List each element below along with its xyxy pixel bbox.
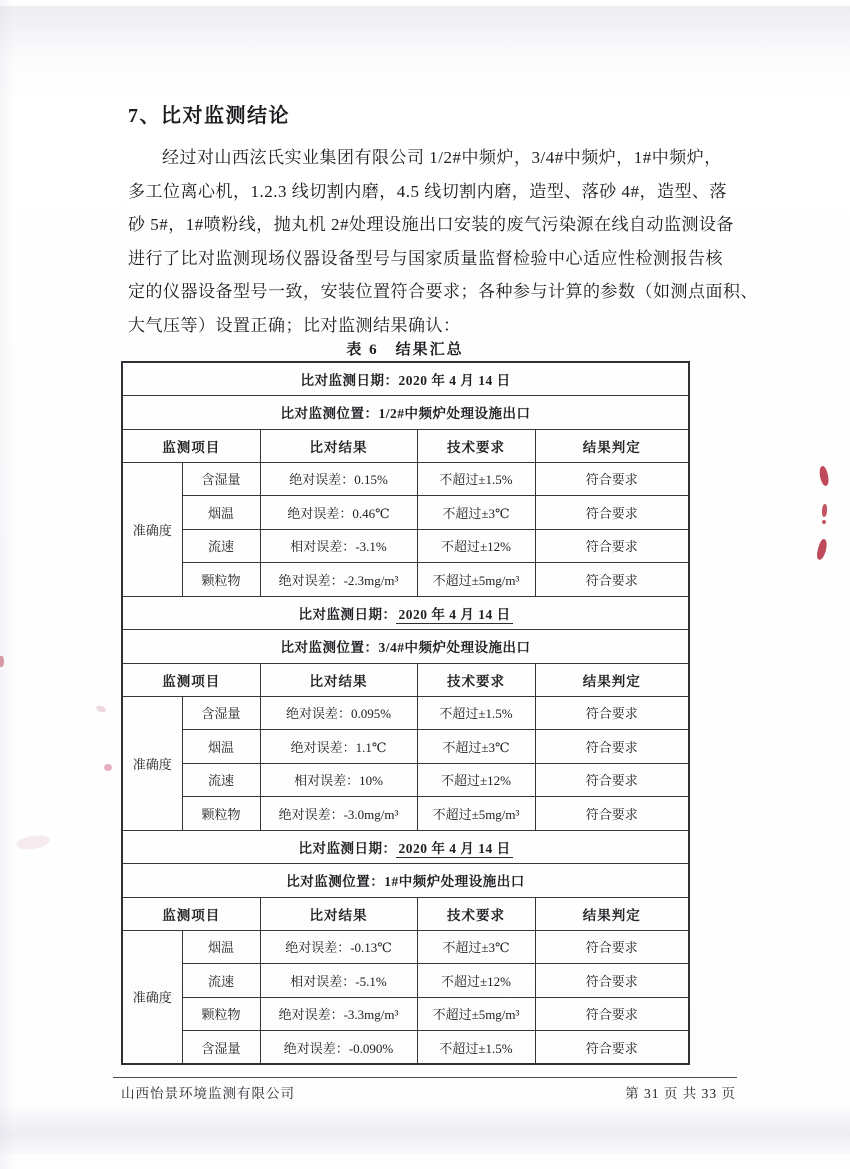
paragraph-line: 进行了比对监测现场仪器设备型号与国家质量监督检验中心适应性检测报告核 <box>128 248 723 268</box>
item-cell: 流速 <box>182 529 260 563</box>
judgement-cell: 符合要求 <box>535 997 689 1031</box>
column-header-result: 比对结果 <box>260 663 417 696</box>
item-cell: 含湿量 <box>182 1031 260 1065</box>
column-header-requirement: 技术要求 <box>417 663 535 696</box>
judgement-cell: 符合要求 <box>535 763 689 797</box>
footer-divider <box>113 1077 737 1078</box>
judgement-cell: 符合要求 <box>535 930 689 964</box>
position-row <box>122 863 689 897</box>
data-row <box>122 930 689 964</box>
column-header-requirement: 技术要求 <box>417 897 535 930</box>
column-header-requirement: 技术要求 <box>417 429 535 462</box>
requirement-cell: 不超过±5mg/m³ <box>417 997 535 1031</box>
red-ink-mark <box>0 656 4 667</box>
judgement-cell: 符合要求 <box>535 1031 689 1065</box>
position-row <box>122 629 689 663</box>
date-value: 2020 年 4 月 14 日 <box>398 372 511 388</box>
judgement-cell: 符合要求 <box>535 730 689 764</box>
data-row <box>122 563 689 597</box>
judgement-cell: 符合要求 <box>535 696 689 730</box>
results-table <box>121 361 690 1065</box>
result-cell: 绝对误差：0.15% <box>260 462 417 496</box>
footer-page-number: 第 31 页 共 33 页 <box>625 1086 736 1101</box>
date-cell: 比对监测日期： 2020 年 4 月 14 日 <box>122 596 689 629</box>
column-header-judgement: 结果判定 <box>535 429 689 462</box>
requirement-cell: 不超过±1.5% <box>417 462 535 496</box>
paragraph-line: 定的仪器设备型号一致，安装位置符合要求；各种参与计算的参数（如测点面积、 <box>128 282 758 301</box>
item-cell: 颗粒物 <box>182 797 260 831</box>
pink-ink-dot <box>104 764 112 771</box>
column-header-item: 监测项目 <box>122 429 260 462</box>
item-cell: 烟温 <box>182 496 260 530</box>
data-row <box>122 462 689 496</box>
result-cell: 相对误差：10% <box>260 763 417 797</box>
header-row <box>122 663 689 696</box>
date-value: 2020 年 4 月 14 日 <box>398 606 511 622</box>
data-row <box>122 529 689 563</box>
item-cell: 流速 <box>182 964 260 998</box>
result-cell: 绝对误差：-2.3mg/m³ <box>260 563 417 597</box>
column-header-result: 比对结果 <box>260 429 417 462</box>
red-ink-mark <box>822 520 826 524</box>
result-cell: 绝对误差：-0.090% <box>260 1031 417 1065</box>
requirement-cell: 不超过±1.5% <box>417 1031 535 1065</box>
requirement-cell: 不超过±12% <box>417 529 535 563</box>
position-row <box>122 395 689 429</box>
data-row <box>122 730 689 764</box>
item-cell: 颗粒物 <box>182 997 260 1031</box>
column-header-judgement: 结果判定 <box>535 663 689 696</box>
requirement-cell: 不超过±3℃ <box>417 730 535 764</box>
paragraph-line: 大气压等）设置正确；比对监测结果确认： <box>128 315 461 335</box>
judgement-cell: 符合要求 <box>535 563 689 597</box>
data-row <box>122 997 689 1031</box>
result-cell: 绝对误差：-3.3mg/m³ <box>260 997 417 1031</box>
requirement-cell: 不超过±12% <box>417 763 535 797</box>
judgement-cell: 符合要求 <box>535 529 689 563</box>
data-row <box>122 496 689 530</box>
position-cell: 比对监测位置：3/4#中频炉处理设施出口 <box>122 629 689 663</box>
column-header-item: 监测项目 <box>122 897 260 930</box>
results-table-container <box>121 361 690 1065</box>
result-cell: 相对误差：-5.1% <box>260 964 417 998</box>
column-header-item: 监测项目 <box>122 663 260 696</box>
item-cell: 烟温 <box>182 730 260 764</box>
footer-company: 山西怡景环境监测有限公司 <box>121 1086 295 1101</box>
judgement-cell: 符合要求 <box>535 496 689 530</box>
date-row <box>122 596 689 629</box>
scan-shading-left <box>0 0 14 1169</box>
result-cell: 绝对误差：1.1℃ <box>260 730 417 764</box>
result-cell: 绝对误差：0.46℃ <box>260 496 417 530</box>
scan-shading-bottom <box>0 1104 850 1154</box>
column-header-result: 比对结果 <box>260 897 417 930</box>
header-row <box>122 897 689 930</box>
date-row <box>122 830 689 863</box>
scan-shading-top <box>0 6 850 101</box>
group-cell: 准确度 <box>122 930 182 1064</box>
judgement-cell: 符合要求 <box>535 462 689 496</box>
item-cell: 含湿量 <box>182 696 260 730</box>
requirement-cell: 不超过±1.5% <box>417 696 535 730</box>
requirement-cell: 不超过±5mg/m³ <box>417 797 535 831</box>
section-title: 7、比对监测结论 <box>128 105 290 127</box>
date-cell: 比对监测日期： 2020 年 4 月 14 日 <box>122 830 689 863</box>
column-header-judgement: 结果判定 <box>535 897 689 930</box>
date-cell: 比对监测日期：2020 年 4 月 14 日 <box>122 362 689 395</box>
results-table-body <box>122 362 689 1064</box>
judgement-cell: 符合要求 <box>535 797 689 831</box>
requirement-cell: 不超过±12% <box>417 964 535 998</box>
item-cell: 含湿量 <box>182 462 260 496</box>
group-cell: 准确度 <box>122 696 182 830</box>
result-cell: 绝对误差：-0.13℃ <box>260 930 417 964</box>
data-row <box>122 797 689 831</box>
judgement-cell: 符合要求 <box>535 964 689 998</box>
requirement-cell: 不超过±3℃ <box>417 930 535 964</box>
data-row <box>122 964 689 998</box>
item-cell: 流速 <box>182 763 260 797</box>
header-row <box>122 429 689 462</box>
position-cell: 比对监测位置：1/2#中频炉处理设施出口 <box>122 395 689 429</box>
requirement-cell: 不超过±3℃ <box>417 496 535 530</box>
result-cell: 绝对误差：0.095% <box>260 696 417 730</box>
result-cell: 绝对误差：-3.0mg/m³ <box>260 797 417 831</box>
data-row <box>122 696 689 730</box>
data-row <box>122 1031 689 1065</box>
table-caption: 表 6 结果汇总 <box>346 342 464 358</box>
result-cell: 相对误差：-3.1% <box>260 529 417 563</box>
item-cell: 烟温 <box>182 930 260 964</box>
group-cell: 准确度 <box>122 462 182 596</box>
position-cell: 比对监测位置：1#中频炉处理设施出口 <box>122 863 689 897</box>
date-row <box>122 362 689 395</box>
paragraph-line: 多工位离心机，1.2.3 线切割内磨，4.5 线切割内磨，造型、落砂 4#，造型、落 <box>128 181 727 201</box>
body-paragraph <box>128 141 758 342</box>
paragraph-line: 经过对山西泫氏实业集团有限公司 1/2#中频炉，3/4#中频炉，1#中频炉， <box>162 148 722 167</box>
date-value: 2020 年 4 月 14 日 <box>398 840 511 856</box>
item-cell: 颗粒物 <box>182 563 260 597</box>
data-row <box>122 763 689 797</box>
paragraph-line: 砂 5#，1#喷粉线，抛丸机 2#处理设施出口安装的废气污染源在线自动监测设备 <box>128 215 734 234</box>
requirement-cell: 不超过±5mg/m³ <box>417 563 535 597</box>
